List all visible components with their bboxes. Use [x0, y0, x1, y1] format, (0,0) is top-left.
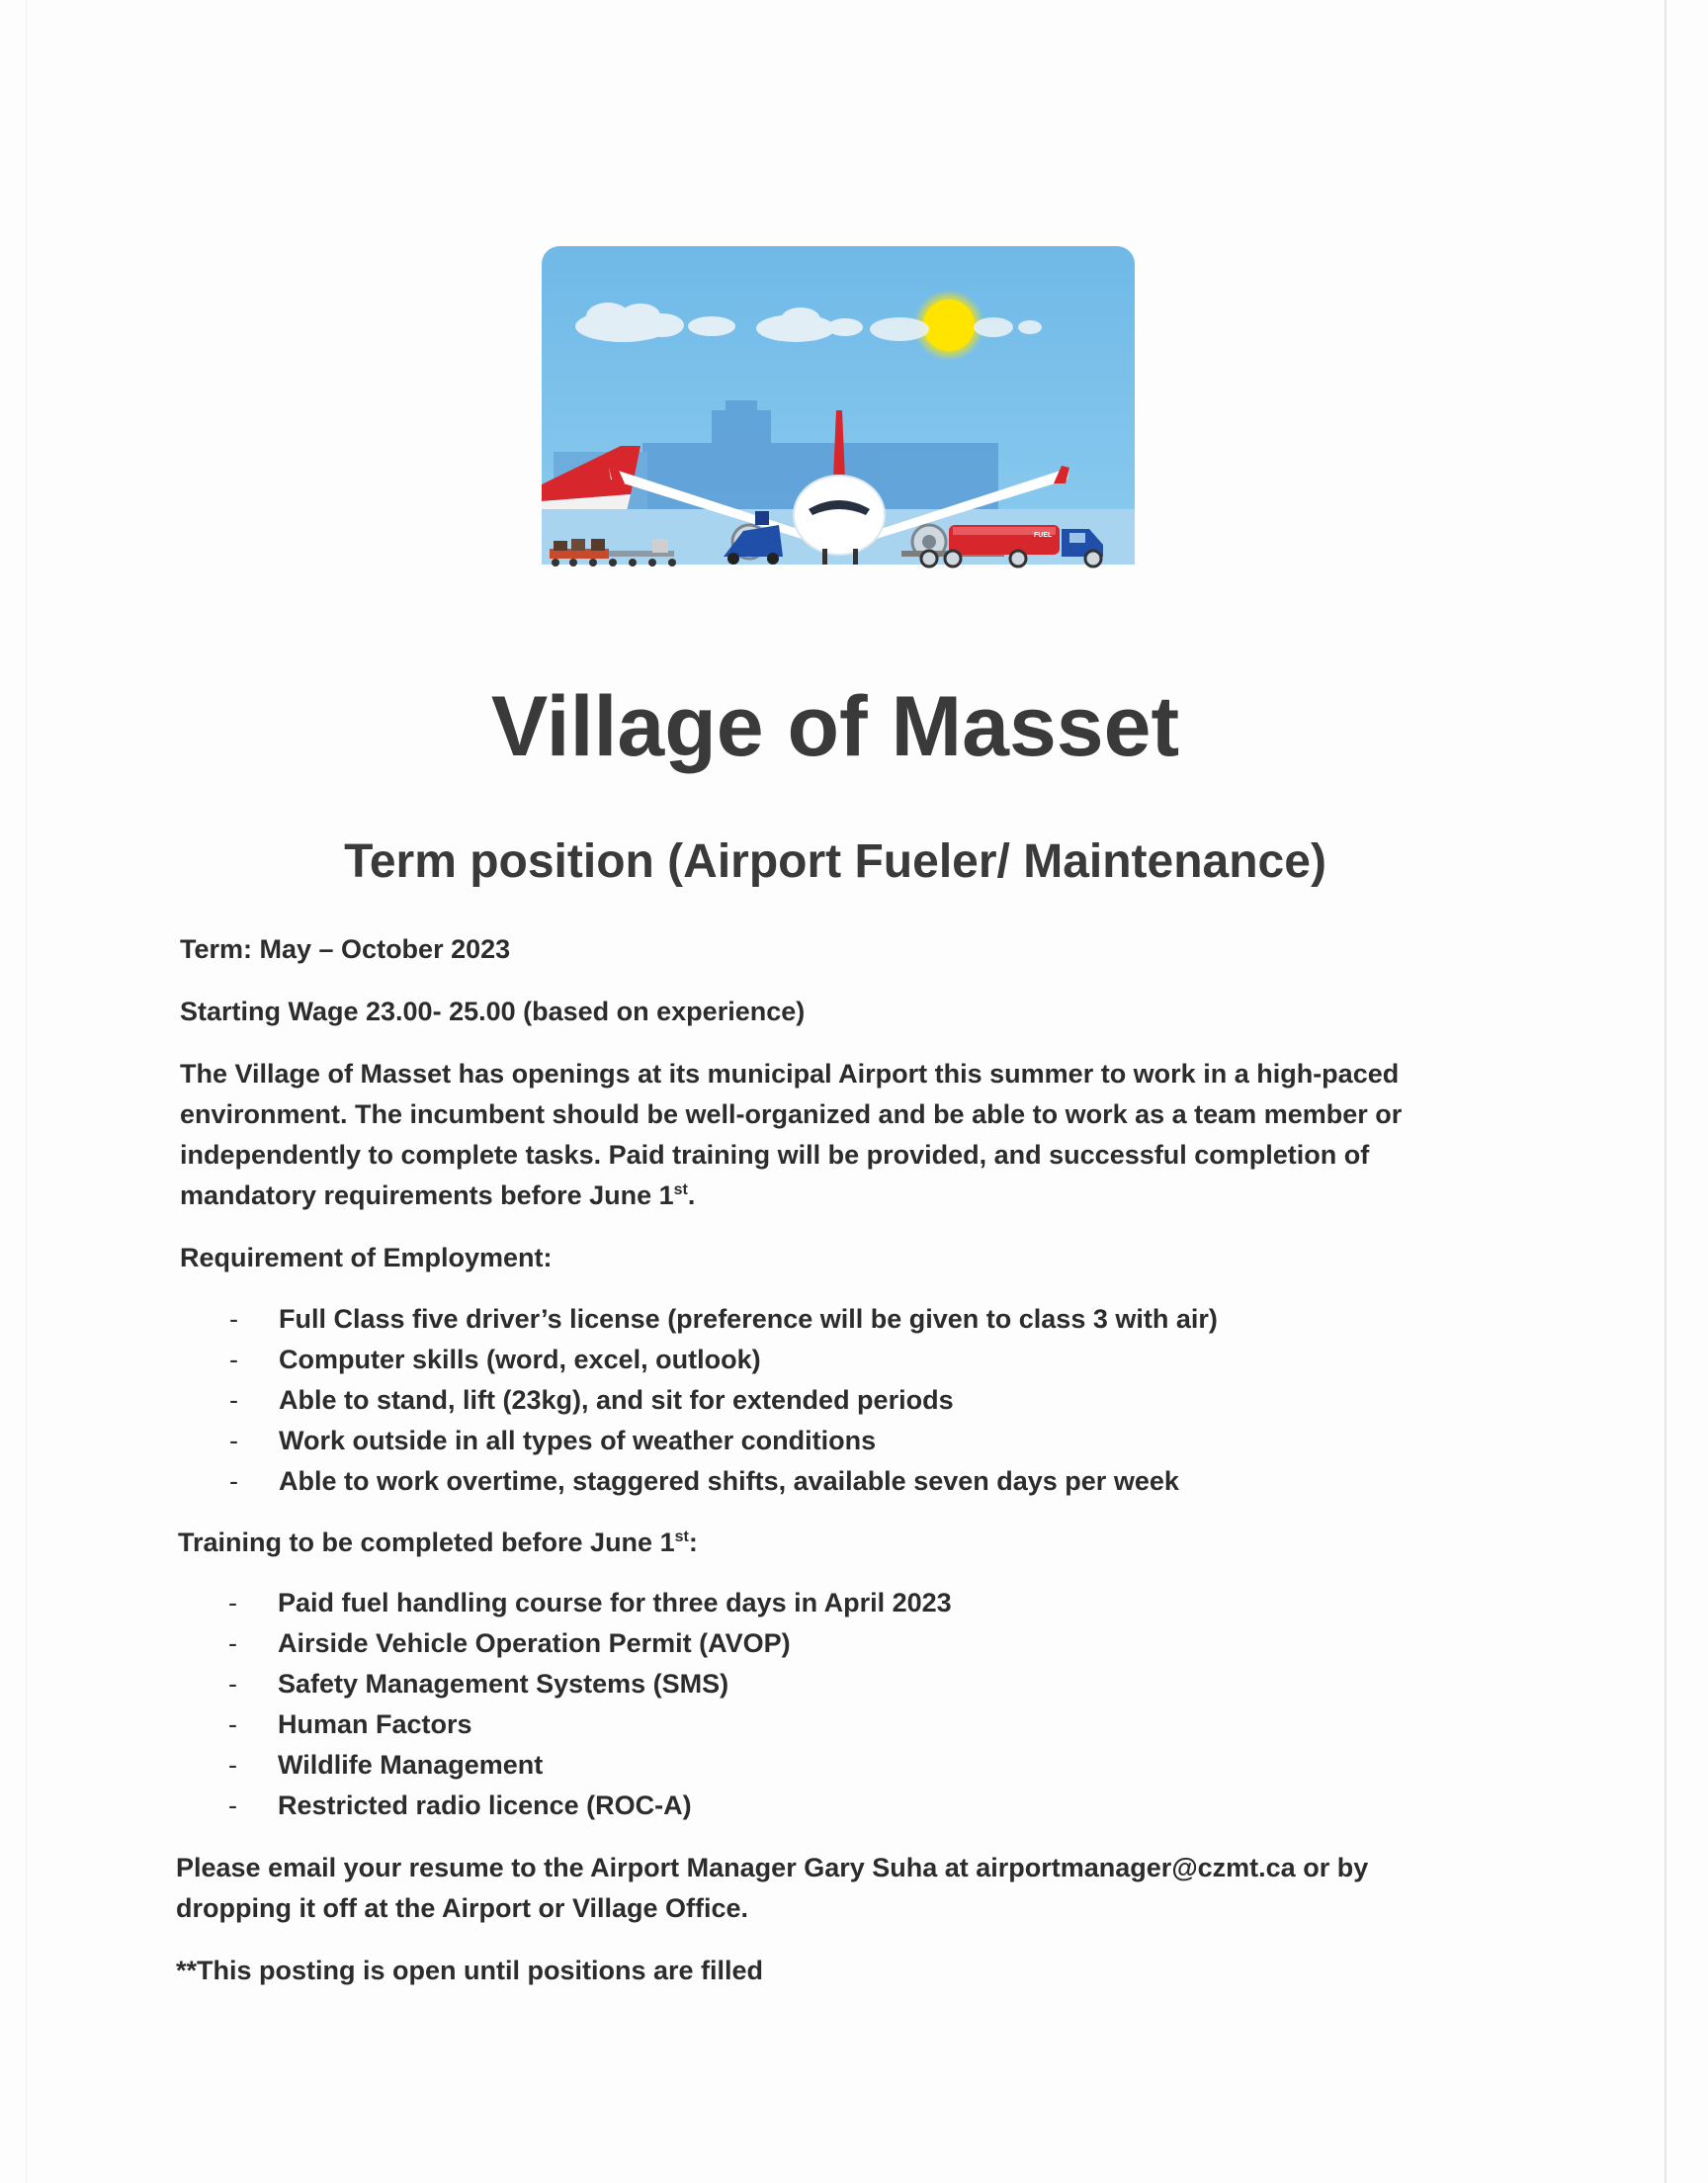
list-item — [228, 1583, 1513, 1623]
list-item — [228, 1623, 1513, 1664]
training-text: Safety Management Systems (SMS) — [278, 1669, 729, 1699]
page-title: Village of Masset — [490, 679, 1180, 774]
training-text: Wildlife Management — [278, 1750, 544, 1780]
training-text: Restricted radio licence (ROC-A) — [278, 1790, 692, 1820]
requirements-heading-text: Requirement of Employment: — [180, 1243, 553, 1272]
requirement-text: Able to work overtime, staggered shifts, available seven days per week — [279, 1466, 1179, 1496]
requirements-list — [229, 1299, 1514, 1502]
fuel-label: FUEL — [1034, 532, 1053, 539]
closing-note — [176, 1951, 1461, 1991]
term-line — [180, 929, 1465, 970]
wage-text: Starting Wage 23.00- 25.00 (based on experience) — [180, 997, 806, 1026]
training-heading-superscript: st — [674, 1528, 689, 1545]
closing-text: **This posting is open until positions are filled — [176, 1956, 764, 1985]
scan-edge-left — [26, 0, 27, 2183]
list-dash: - — [228, 1588, 237, 1617]
training-heading — [178, 1523, 1463, 1563]
list-dash: - — [229, 1304, 238, 1334]
description-end: . — [687, 1180, 696, 1210]
list-dash: - — [228, 1628, 237, 1658]
list-dash: - — [228, 1790, 237, 1820]
list-dash: - — [228, 1709, 237, 1739]
description-text — [180, 1054, 1465, 1216]
training-text: Airside Vehicle Operation Permit (AVOP) — [278, 1628, 791, 1658]
requirement-text: Computer skills (word, excel, outlook) — [279, 1345, 761, 1374]
scan-edge-right — [1665, 0, 1666, 2183]
term-text: Term: May – October 2023 — [180, 934, 511, 964]
list-item — [228, 1786, 1513, 1826]
training-heading-body: Training to be completed before June 1 — [178, 1528, 675, 1557]
description-body: The Village of Masset has openings at its municipal Airport this summer to work in a high-paced environment. The incumbent should be well-organized and be able to work as a team member or independently to complete tasks. Paid training will be provided, and successful completion of mandatory requirements before June 1 — [180, 1059, 1403, 1210]
requirement-text: Able to stand, lift (23kg), and sit for extended periods — [279, 1385, 954, 1415]
requirement-text: Full Class five driver’s license (preference will be given to class 3 with air) — [279, 1304, 1218, 1334]
position-subtitle: Term position (Airport Fueler/ Maintenance) — [344, 835, 1326, 888]
airport-illustration — [514, 242, 1156, 588]
list-dash: - — [228, 1750, 237, 1780]
requirements-heading — [180, 1238, 1465, 1278]
description-superscript: st — [673, 1181, 688, 1198]
list-dash: - — [229, 1426, 238, 1455]
requirement-text: Work outside in all types of weather conditions — [279, 1426, 877, 1455]
list-item — [228, 1704, 1513, 1745]
list-item — [229, 1461, 1514, 1502]
list-item — [229, 1299, 1514, 1340]
contact-paragraph — [176, 1848, 1461, 1929]
training-list — [228, 1583, 1513, 1826]
list-dash: - — [229, 1466, 238, 1496]
list-item — [229, 1380, 1514, 1421]
training-text: Paid fuel handling course for three days in April 2023 — [278, 1588, 952, 1617]
list-item — [229, 1340, 1514, 1380]
list-item — [229, 1421, 1514, 1461]
list-item — [228, 1664, 1513, 1704]
training-heading-end: : — [688, 1528, 698, 1557]
list-item — [228, 1745, 1513, 1786]
training-heading-text — [178, 1523, 1463, 1563]
list-dash: - — [228, 1669, 237, 1699]
description-paragraph — [180, 1054, 1465, 1216]
list-dash: - — [229, 1385, 238, 1415]
training-text: Human Factors — [278, 1709, 472, 1739]
list-dash: - — [229, 1345, 238, 1374]
wage-line — [180, 992, 1465, 1032]
contact-text: Please email your resume to the Airport Manager Gary Suha at airportmanager@czmt.ca or by dropping it off at the Airport or Village Office. — [176, 1853, 1369, 1923]
